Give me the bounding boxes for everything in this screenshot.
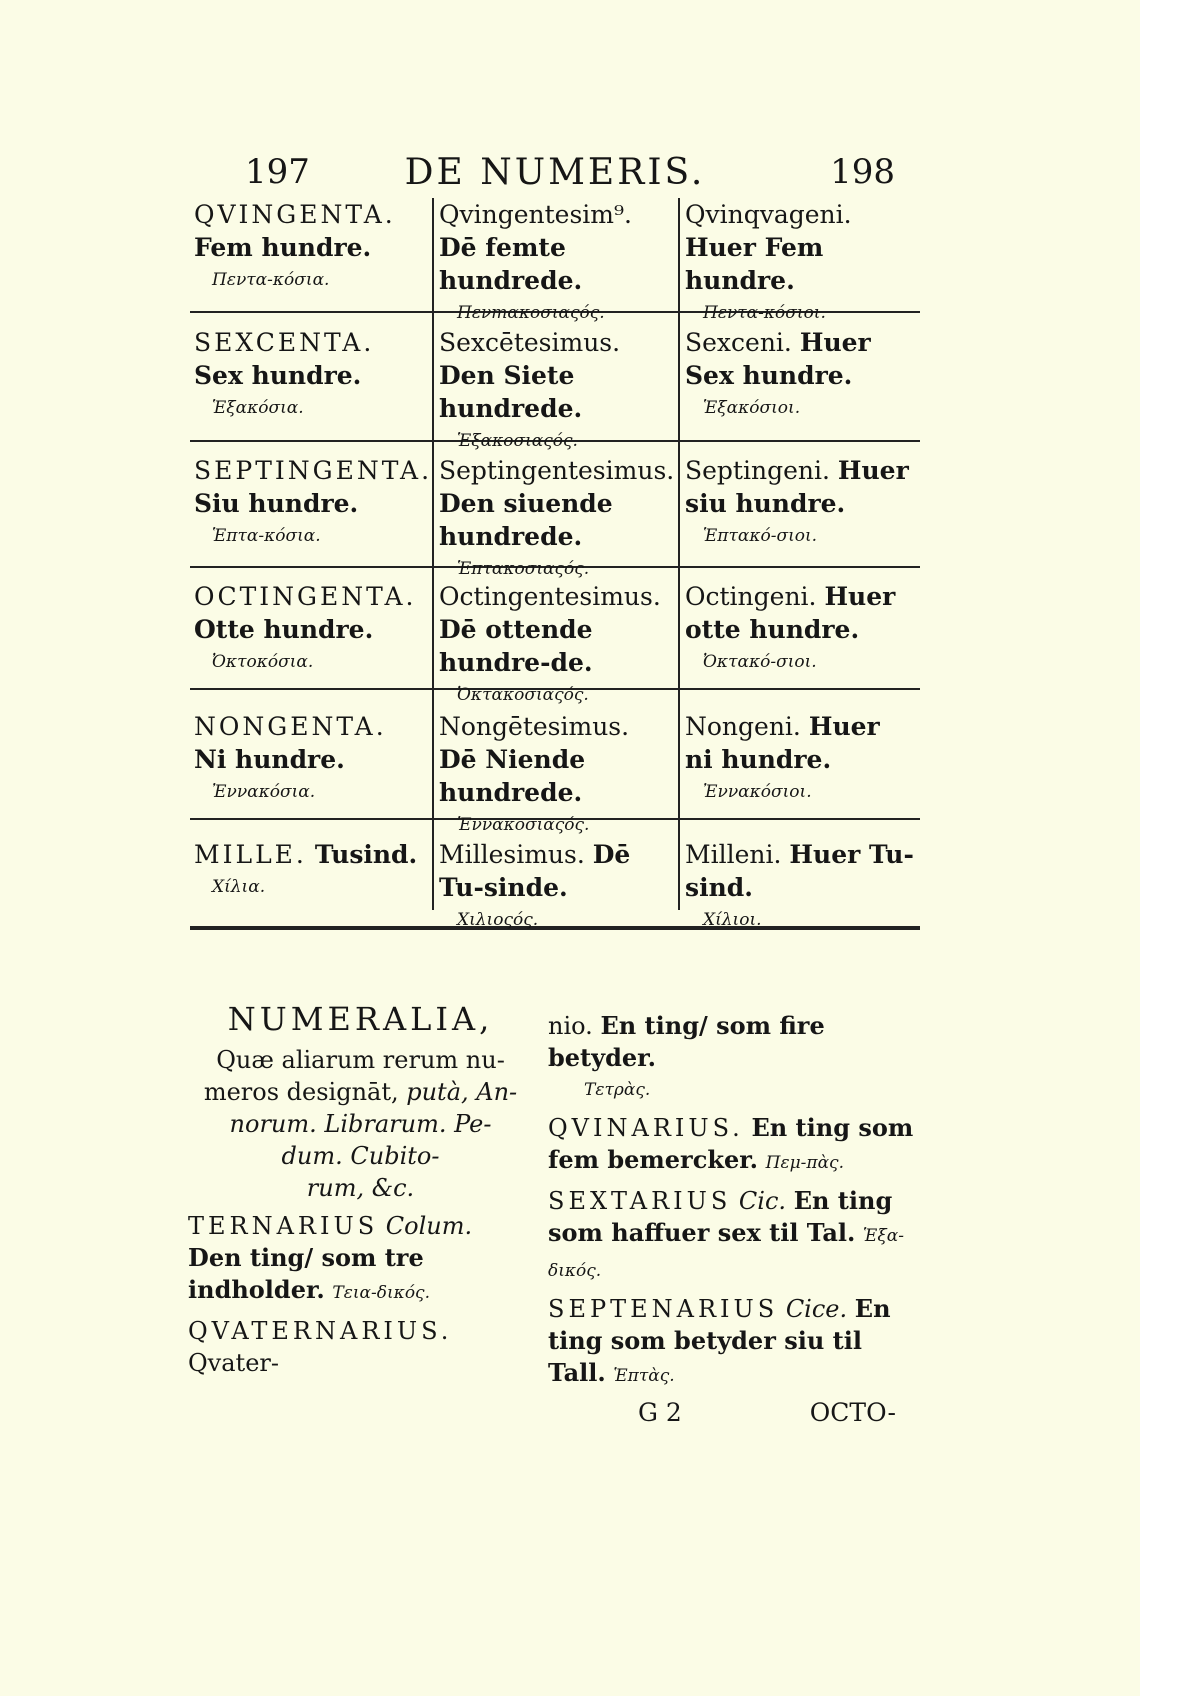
table-cell: Septingentesimus. Den siuende hundrede. Ἑπτακοσιαςός. [439,456,675,579]
running-header [190,152,920,196]
numeralia-right-column [548,1010,918,1427]
table-cell: SEPTINGENTA. Siu hundre. Ἑπτα-κόσια. [194,456,433,546]
entry-ternarius: TERNARIUS Colum. Den ting/ som tre indholder. Τεια-δικός. [188,1212,473,1304]
table-cell: Sexceni. Huer Sex hundre. Ἑξακόσιοι. [685,328,871,418]
column-rule [432,198,434,910]
page-edge [1140,0,1200,1696]
page-number-right: 198 [830,152,895,192]
table-cell: Millesimus. Dē Tu-sinde. Χιλιοςός. [439,840,631,930]
table-cell: Qvinqvageni. Huer Fem hundre. Πεντα-κόσιοι. [685,200,852,323]
section-heading: NUMERALIA, [227,1000,494,1038]
column-rule [678,198,680,910]
table-cell: MILLE. Tusind. Χίλια. [194,840,418,897]
table-cell: Nongeni. Huer ni hundre. Ἐννακόσιοι. [685,712,880,802]
table-cell: Octingentesimus. Dē ottende hundre-de. Ὀκτακοσιαςός. [439,582,661,705]
page-number-left: 197 [245,152,310,192]
numeralia-left-column [188,1000,533,1385]
table-cell: Octingeni. Huer otte hundre. Ὀκτακό-σιοι. [685,582,896,672]
table-cell: Milleni. Huer Tu-sind. Χίλιοι. [685,840,914,930]
numeralia-intro: Quæ aliarum rerum nu- meros designāt, putà, An- norum. Librarum. Pe- dum. Cubito- rum, &c. [203,1046,518,1202]
running-title: DE NUMERIS. [404,152,706,193]
table-cell: Septingeni. Huer siu hundre. Ἑπτακό-σιοι. [685,456,909,546]
table-cell: SEXCENTA. Sex hundre. Ἑξακόσια. [194,328,375,418]
signature-mark: G 2 [638,1398,682,1427]
table-cell: Nongētesimus. Dē Niende hundrede. Ἐννακοσιαςός. [439,712,630,835]
table-cell: Sexcētesimus. Den Siete hundrede. Ἑξακοσιαςός. [439,328,621,451]
page-footer [548,1398,918,1427]
entry-quaternarius: QVATERNARIUS. Qvater- [188,1317,453,1377]
table-cell: QVINGENTA. Fem hundre. Πεντα-κόσια. [194,200,396,290]
table-cell: Qvingentesim⁹. Dē femte hundrede. Πενтακοσιαςός. [439,200,632,323]
entry-sextarius: SEXTARIUS Cic. En ting som haffuer sex til Tal. Ἑξα-δικός. [548,1186,904,1281]
entry-quaternarius-cont: nio. En ting/ som fire betyder. Τετρὰς. [548,1011,825,1100]
numerals-table [190,198,920,938]
entry-septenarius: SEPTENARIUS Cice. En ting som betyder siu til Tall. Ἑπτὰς. [548,1294,891,1387]
catchword: OCTO- [809,1398,896,1427]
table-cell: NONGENTA. Ni hundre. Ἐννακόσια. [194,712,387,802]
table-cell: OCTINGENTA. Otte hundre. Ὀκτοκόσια. [194,582,417,672]
entry-quinarius: QVINARIUS. En ting som fem bemercker. Πεμ-πὰς. [548,1113,914,1174]
